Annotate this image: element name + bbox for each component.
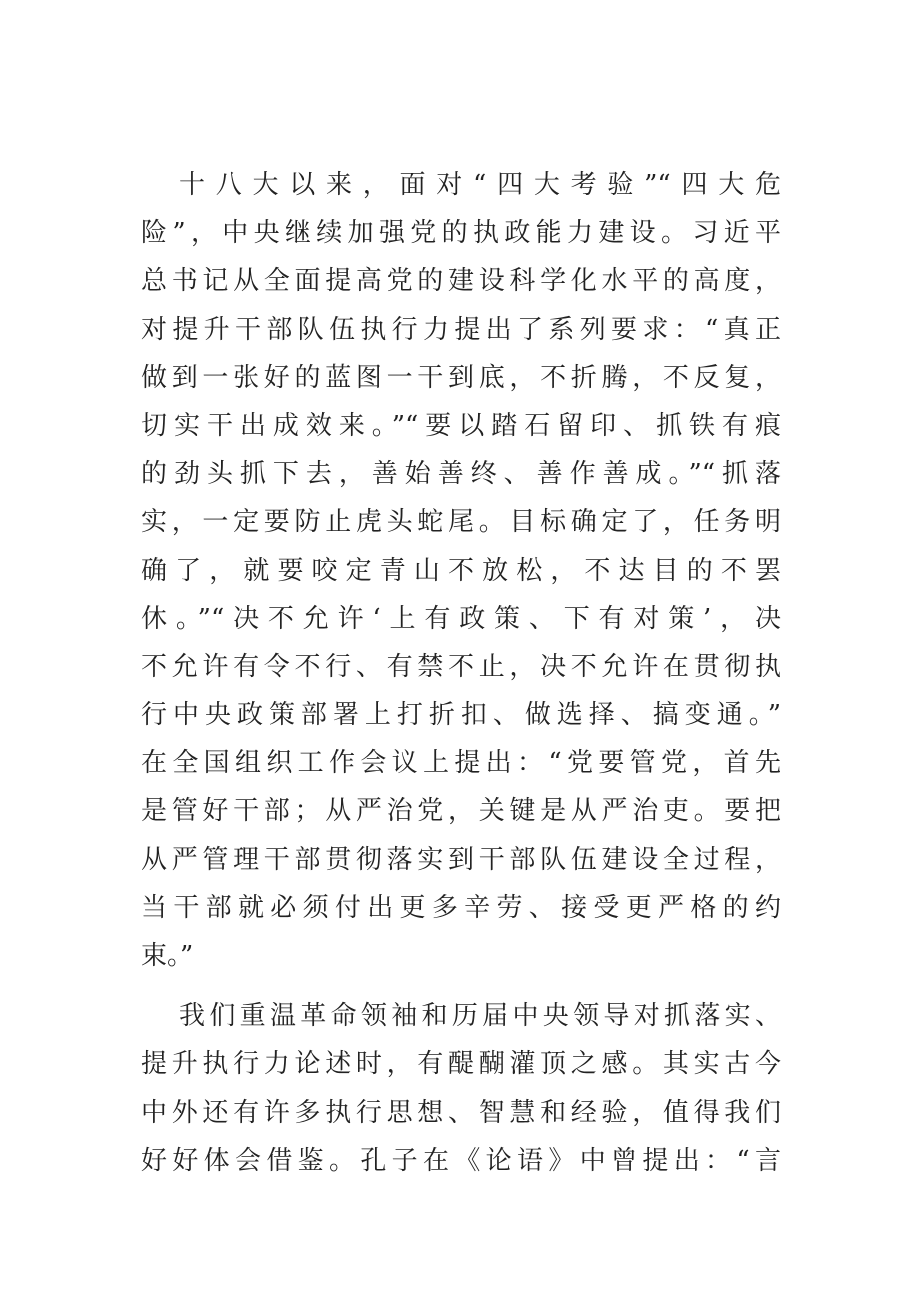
text-line: 对提升干部队伍执行力提出了系列要求：“真正 xyxy=(141,314,781,345)
text-line: 束。” xyxy=(141,941,194,971)
text-line: 在全国组织工作会议上提出：“党要管党，首先 xyxy=(141,748,781,779)
document-body xyxy=(141,161,781,1185)
text-line: 不允许有令不行、有禁不止，决不允许在贯彻执 xyxy=(141,651,781,682)
text-line: 十八大以来，面对“四大考验”“四大危 xyxy=(179,170,781,200)
text-line: 总书记从全面提高党的建设科学化水平的高度， xyxy=(141,266,781,297)
text-line: 提升执行力论述时，有醍醐灌顶之感。其实古今 xyxy=(141,1049,781,1080)
text-line: 休。”“决不允许‘上有政策、下有对策’，决 xyxy=(141,603,781,634)
text-line: 是管好干部；从严治党，关键是从严治吏。要把 xyxy=(141,796,781,827)
text-line: 的劲头抓下去，善始善终、善作善成。”“抓落 xyxy=(141,459,781,490)
paragraph-2 xyxy=(141,992,781,1185)
text-line: 确了，就要咬定青山不放松，不达目的不罢 xyxy=(141,555,781,586)
text-line: 中外还有许多执行思想、智慧和经验，值得我们 xyxy=(141,1097,781,1128)
text-line: 切实干出成效来。”“要以踏石留印、抓铁有痕 xyxy=(141,410,781,441)
text-line: 当干部就必须付出更多辛劳、接受更严格的约 xyxy=(141,892,781,923)
text-line: 险”，中央继续加强党的执政能力建设。习近平 xyxy=(141,218,781,249)
paragraph-1 xyxy=(141,161,781,980)
text-line: 做到一张好的蓝图一干到底，不折腾，不反复， xyxy=(141,362,781,393)
text-line: 我们重温革命领袖和历届中央领导对抓落实、 xyxy=(179,1001,781,1032)
text-line: 好好体会借鉴。孔子在《论语》中曾提出：“言 xyxy=(141,1145,781,1176)
text-line: 从严管理干部贯彻落实到干部队伍建设全过程， xyxy=(141,844,781,875)
paragraph-spacer xyxy=(141,980,781,992)
text-line: 实，一定要防止虎头蛇尾。目标确定了，任务明 xyxy=(141,507,781,538)
text-line: 行中央政策部署上打折扣、做选择、搞变通。” xyxy=(141,700,781,731)
